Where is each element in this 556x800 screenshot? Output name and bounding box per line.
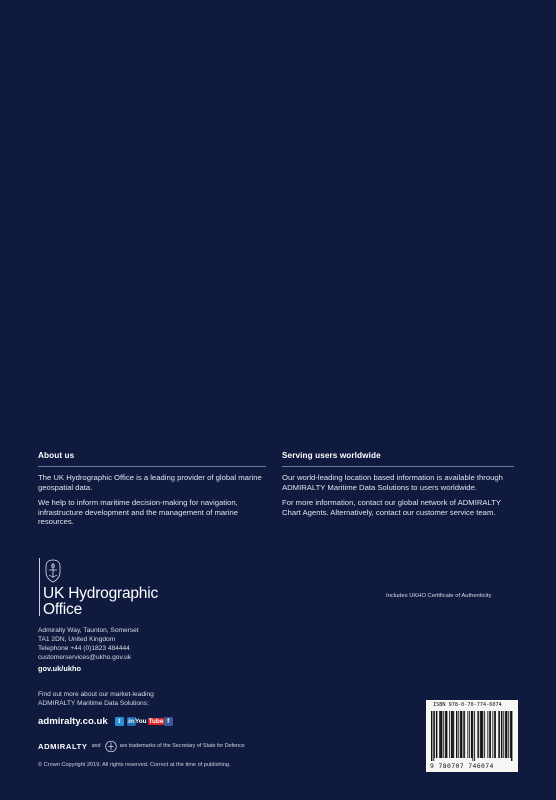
barcode-bar [480, 711, 481, 758]
about-us-paragraph-2: We help to inform maritime decision-making for navigation, infrastructure development and the management of marine resources. [38, 498, 238, 527]
barcode-bar [431, 711, 432, 761]
organisation-name [43, 586, 158, 618]
social-links [38, 715, 176, 727]
logo-divider [39, 558, 40, 616]
contact-address [38, 626, 238, 673]
barcode-bar [506, 711, 507, 758]
barcode-bar [511, 711, 512, 761]
barcode-bar [503, 711, 504, 758]
email-address: customerservices@ukho.gov.uk [38, 654, 132, 661]
barcode-bar [458, 711, 459, 758]
trademark-notice [38, 739, 245, 753]
barcode-bar [451, 711, 452, 758]
barcode-bar [494, 711, 495, 758]
ukho-logo [39, 558, 179, 616]
barcode-bar [474, 711, 475, 761]
barcode-bar [477, 711, 478, 758]
barcode-bar [449, 711, 450, 758]
barcode-bar [434, 711, 435, 758]
barcode-bar [464, 711, 465, 758]
youtube-you: You [134, 717, 147, 725]
serving-users-paragraph-1: Our world-leading location based information is available through ADMIRALTY Maritime Data Solutions to users worldwide. [282, 473, 503, 492]
barcode-bar [487, 711, 488, 758]
barcode-bar [436, 711, 437, 758]
barcode-bar [453, 711, 454, 758]
website-link: gov.uk/ukho [38, 664, 81, 673]
about-us-heading: About us [38, 451, 266, 467]
twitter-icon: t [115, 717, 124, 726]
barcode-bar [467, 711, 468, 758]
barcode-bar [482, 711, 483, 758]
barcode-bar [469, 711, 470, 758]
copyright-notice: © Crown Copyright 2019. All rights reserved. Correct at the time of publishing. [38, 762, 231, 768]
serving-users-paragraph-2: For more information, contact our global network of ADMIRALTY Chart Agents. Alternatively, contact our customer service team. [282, 498, 501, 517]
serving-users-heading: Serving users worldwide [282, 451, 514, 467]
barcode-bar [495, 711, 496, 758]
barcode-bar [452, 711, 453, 758]
barcode-bar [489, 711, 490, 758]
trademark-text: are trademarks of the Secretary of State for Defence [119, 743, 245, 749]
barcode-bar [499, 711, 500, 758]
barcode-bar [498, 711, 499, 758]
find-out-line-2: ADMIRALTY Maritime Data Solutions: [38, 700, 149, 707]
facebook-icon: f [164, 717, 173, 726]
barcode-bar [481, 711, 482, 758]
serving-users-section [282, 451, 514, 517]
barcode-bar [441, 711, 442, 758]
about-us-paragraph-1: The UK Hydrographic Office is a leading provider of global marine geospatial data. [38, 473, 262, 492]
address-line-2: TA1 2DN, United Kingdom [38, 636, 116, 643]
certificate-note: Includes UKHO Certificate of Authenticity [386, 593, 492, 599]
organisation-name-line-1: UK Hydrographic [43, 585, 159, 602]
barcode-bar [461, 711, 462, 758]
telephone: Telephone +44 (0)1823 484444 [38, 645, 130, 652]
barcode-bar [472, 711, 473, 761]
barcode-bar [460, 711, 461, 758]
linkedin-icon: in [128, 717, 135, 725]
organisation-name-line-2: Office [43, 601, 83, 618]
youtube-icon [134, 717, 164, 726]
barcode-bar [510, 711, 511, 758]
barcode-bar [478, 711, 479, 758]
find-out-more [38, 690, 258, 708]
barcode-bar [446, 711, 447, 758]
isbn-barcode [426, 700, 518, 772]
admiralty-wordmark: ADMIRALTY [38, 741, 88, 751]
trademark-and: and [91, 743, 101, 749]
about-us-section [38, 451, 266, 527]
barcode-bar [501, 711, 502, 758]
address-line-1: Admiralty Way, Taunton, Somerset [38, 627, 139, 634]
barcode-bar [505, 711, 506, 758]
find-out-line-1: Find out more about our market-leading [38, 691, 154, 698]
admiralty-website: admiralty.co.uk [38, 715, 108, 727]
small-crest-icon [105, 740, 117, 753]
barcode-bar [463, 711, 464, 758]
barcode-bar [492, 711, 493, 758]
barcode-bar [440, 711, 441, 758]
barcode-bar [433, 711, 434, 761]
barcode-bar [490, 711, 491, 758]
barcode-bar [439, 711, 440, 758]
barcode-bar [443, 711, 444, 758]
barcode-bar [445, 711, 446, 758]
barcode-bar [471, 711, 472, 758]
isbn-number: ISBN 978-0-70-774-6074 [433, 702, 502, 708]
barcode-bar [484, 711, 485, 758]
youtube-tube: Tube [148, 717, 164, 725]
crest-icon [43, 559, 63, 583]
barcode-graphic [431, 711, 513, 761]
barcode-bar [508, 711, 509, 758]
barcode-digits: 9 780707 746074 [430, 762, 494, 770]
barcode-bar [456, 711, 457, 758]
